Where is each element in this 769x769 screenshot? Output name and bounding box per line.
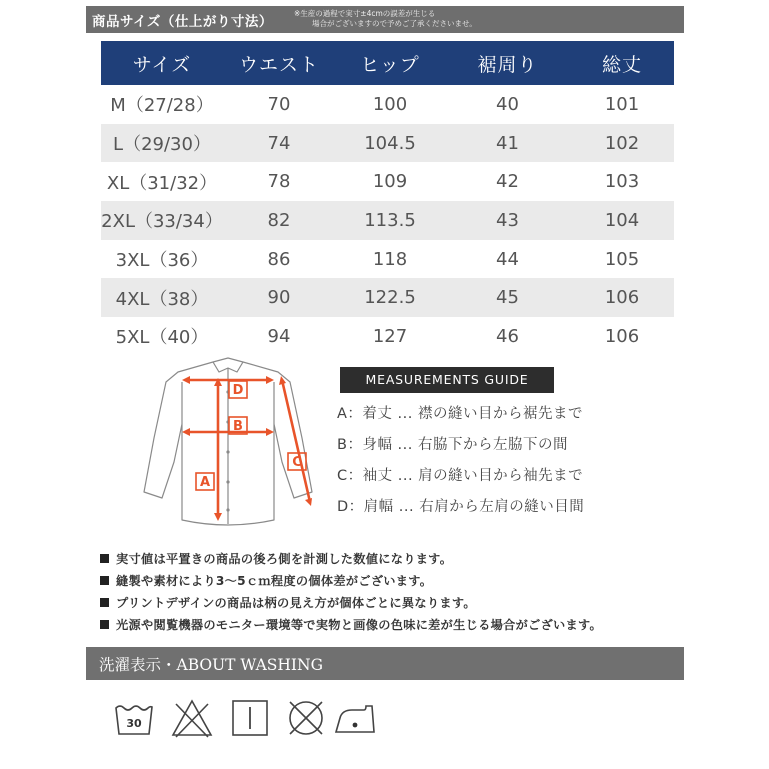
note-text: 実寸値は平置きの商品の後ろ側を計測した数値になります。 [116,552,453,566]
header-size: サイズ [101,41,223,85]
wash-30-icon [112,696,156,740]
guide-item-c: C：袖丈 ... 肩の縫い目から袖先まで [337,468,584,484]
size-header-note-line1: ※生産の過程で実寸±4cmの誤差が生じる [294,9,436,18]
bullet-square-icon [100,620,109,629]
cell-waist: 74 [223,124,335,163]
label-d: D [232,383,244,398]
guide-item-b: B：身幅 ... 右脇下から左脇下の間 [337,437,568,453]
cell-length: 102 [570,124,674,163]
list-item [100,572,685,594]
cell-waist: 94 [267,325,291,347]
bullet-square-icon [100,554,109,563]
bullet-square-icon [100,598,109,607]
note-text: プリントデザインの商品は柄の見え方が個体ごとに異なります。 [116,596,476,610]
cell-hip: 104.5 [335,124,445,163]
wash-temp-label: 30 [126,717,142,730]
note-text: 縫製や素材により3～5ｃｍ程度の個体差がございます。 [116,574,433,588]
cell-hem: 40 [496,93,519,115]
cell-waist: 90 [223,278,335,317]
cell-hem: 43 [445,201,570,240]
cell-length: 101 [604,93,640,115]
cell-hip: 109 [372,171,408,193]
table-row [101,85,674,124]
cell-size: 3XL（36） [115,250,209,272]
table-row [101,278,674,317]
note-text: 光源や閲覧機器のモニター環境等で実物と画像の色味に差が生じる場合がございます。 [116,618,603,632]
size-header-bar [86,6,684,33]
cell-hem: 41 [445,124,570,163]
no-bleach-icon [170,696,214,740]
cell-length: 103 [604,171,640,193]
table-row [101,317,674,356]
size-header-note [294,9,477,29]
cell-hem: 44 [496,248,519,270]
no-tumble-dry-icon [284,696,328,740]
cell-size: 5XL（40） [115,327,209,349]
cell-size: 4XL（38） [101,278,223,317]
cell-length: 104 [570,201,674,240]
list-item [100,550,685,572]
guide-item-a: A：着丈 ... 襟の縫い目から裾先まで [337,406,583,422]
size-header-title: 商品サイズ（仕上がり寸法） [92,14,273,30]
cell-size: XL（31/32） [106,172,218,194]
header-hip: ヒップ [335,41,445,85]
cell-length: 105 [604,248,640,270]
cell-length: 106 [604,325,640,347]
cell-size: 2XL（33/34） [101,201,223,240]
cell-hem: 45 [445,278,570,317]
header-length: 総丈 [570,41,674,85]
cell-hip: 118 [372,248,408,270]
cell-waist: 82 [223,201,335,240]
cell-hem: 46 [496,325,519,347]
washing-header-bar [86,647,684,680]
measure-line-c [282,380,310,502]
size-header-note-line2: 場合がございますので予めご了承くださいませ。 [312,19,477,28]
table-row [101,201,674,240]
cell-waist: 86 [267,248,291,270]
iron-low-icon [330,696,380,740]
cell-hip: 122.5 [335,278,445,317]
notes-list [100,550,685,638]
label-a: A [199,475,211,490]
table-row [101,124,674,163]
measurements-guide-list [337,402,667,526]
cell-hip: 100 [372,93,408,115]
cell-hip: 127 [372,325,408,347]
cell-hem: 42 [496,171,519,193]
label-c: C [292,455,302,470]
table-row [101,240,674,279]
line-dry-icon [228,696,272,740]
cell-waist: 78 [267,171,291,193]
size-table-header-row [101,41,674,85]
label-b: B [233,419,243,434]
header-hem: 裾周り [445,41,570,85]
cell-hip: 113.5 [335,201,445,240]
guide-item-d: D：肩幅 ... 右肩から左肩の縫い目間 [337,499,585,515]
list-item [100,594,685,616]
header-waist: ウエスト [223,41,335,85]
cell-length: 106 [570,278,674,317]
washing-header-title: 洗濯表示・ABOUT WASHING [99,656,323,674]
cell-size: L（29/30） [101,124,223,163]
bullet-square-icon [100,576,109,585]
shirt-measurement-figure [130,352,320,532]
measurements-guide-title: MEASUREMENTS GUIDE [340,367,554,393]
list-item [100,616,685,638]
size-table [101,41,674,356]
table-row [101,162,674,201]
cell-waist: 70 [267,93,291,115]
cell-size: M（27/28） [110,95,214,117]
